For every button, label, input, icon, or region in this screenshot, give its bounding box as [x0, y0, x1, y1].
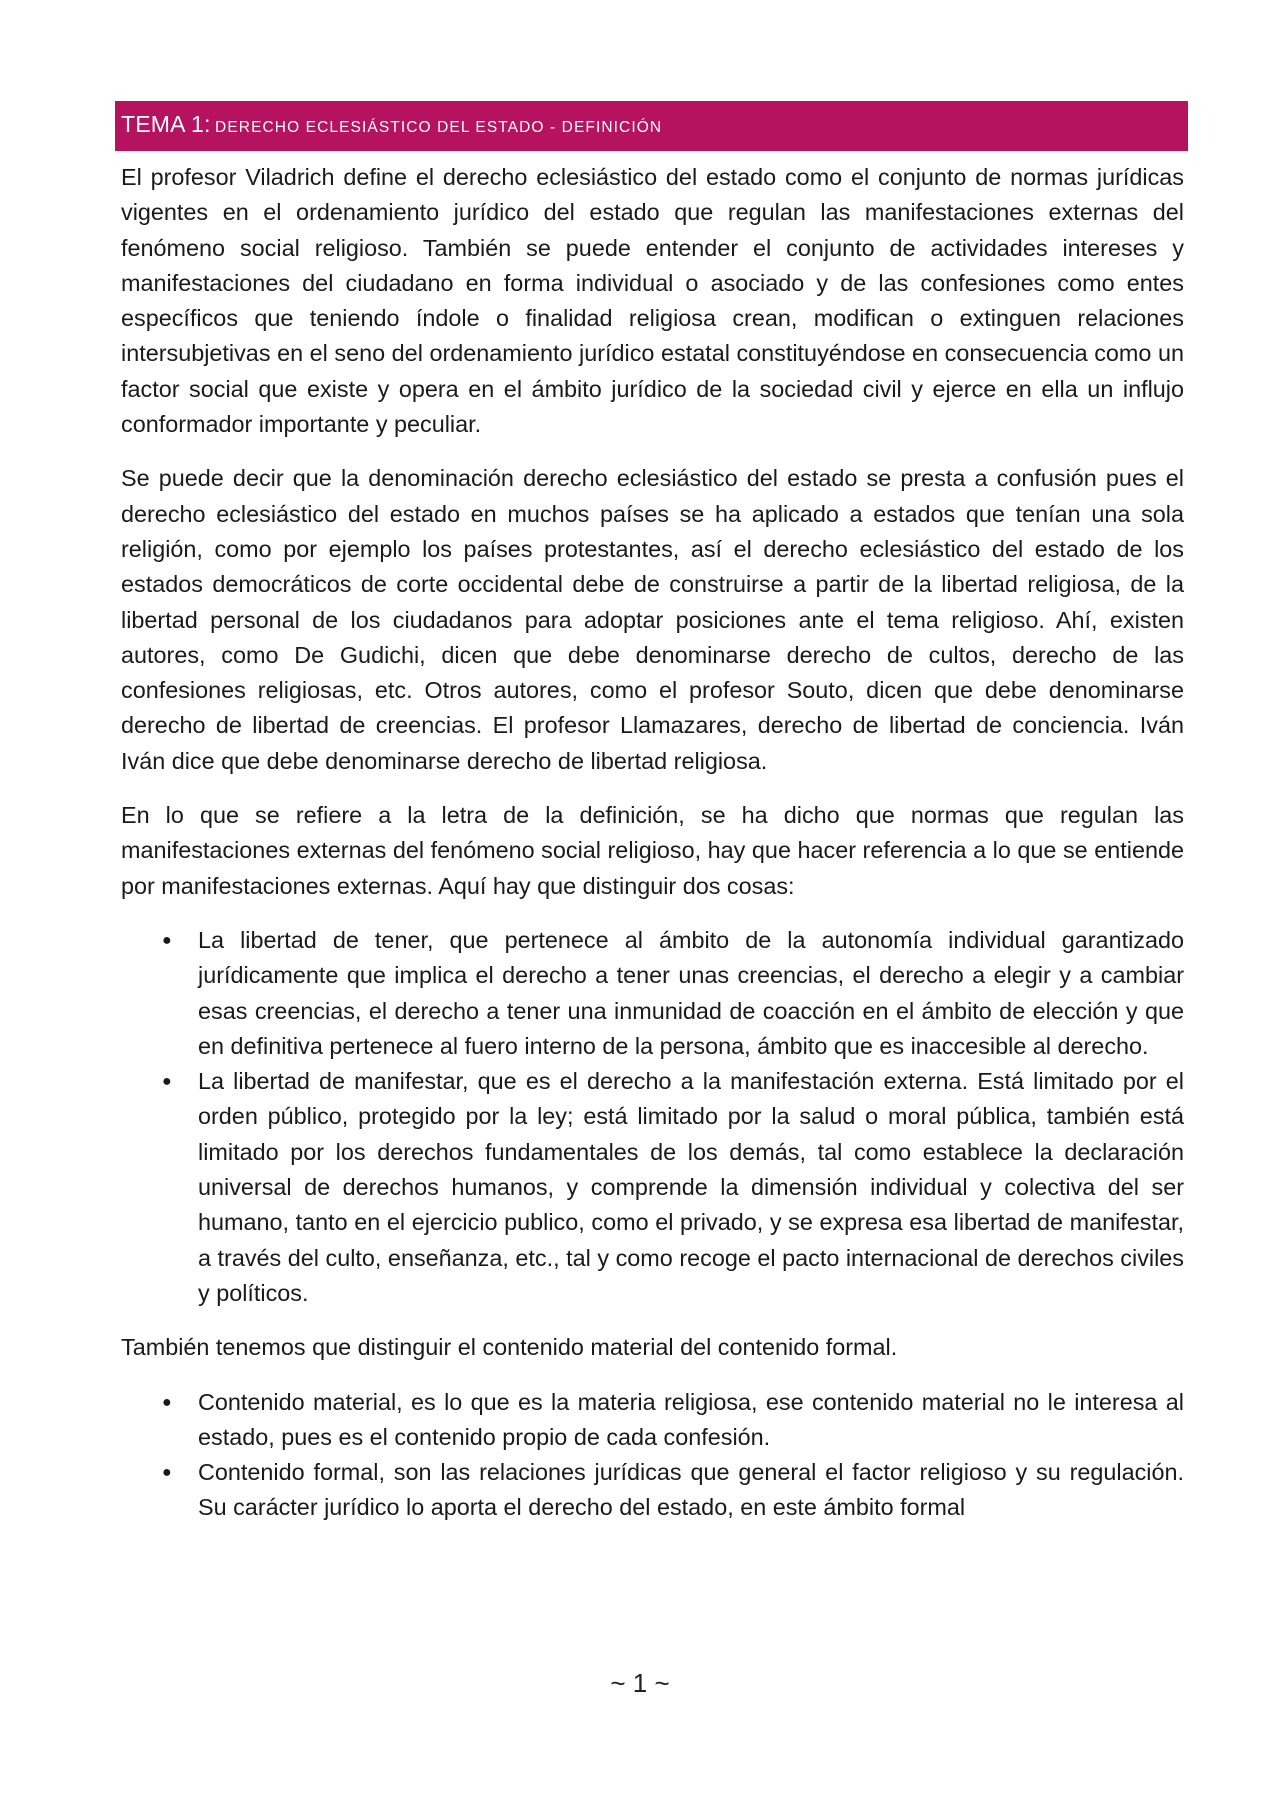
paragraph-denomination: Se puede decir que la denominación derecho eclesiástico del estado se presta a confusión pues el derecho eclesiástico del estado en muchos países se ha aplicado a estados que tenían una sola religión, como por ejemplo los países protestantes, así el derecho eclesiástico del estado de los estados democráticos de corte occidental debe de construirse a partir de la libertad religiosa, de la libertad personal de los ciudadanos para adoptar posiciones ante el tema religioso. Ahí, existen autores, como De Gudichi, dicen que debe denominarse derecho de cultos, derecho de las confesiones religiosas, etc. Otros autores, como el profesor Souto, dicen que debe denominarse derecho de libertad de creencias. El profesor Llamazares, derecho de libertad de conciencia. Iván Iván dice que debe denominarse derecho de libertad religiosa.: [121, 465, 1184, 774]
list-item-text: La libertad de tener, que pertenece al ámbito de la autonomía individual garantizado jurídicamente que implica el derecho a tener unas creencias, el derecho a elegir y a cambiar esas creencias, el derecho a tener una inmunidad de coacción en el ámbito de elección y que en definitiva pertenece al fuero interno de la persona, ámbito que es inaccesible al derecho.: [198, 926, 1184, 1059]
bullet-list-content: [121, 1385, 1184, 1526]
bullet-icon: ●: [162, 1073, 172, 1091]
bullet-icon: ●: [162, 1464, 172, 1482]
list-item: [121, 1385, 1184, 1456]
section-heading: [115, 101, 1188, 151]
paragraph-content-distinction: También tenemos que distinguir el contenido material del contenido formal.: [121, 1334, 898, 1361]
paragraph-external-manifestations: En lo que se refiere a la letra de la definición, se ha dicho que normas que regulan las manifestaciones externas del fenómeno social religioso, hay que hacer referencia a lo que se entiende por manifestaciones externas. Aquí hay que distinguir dos cosas:: [121, 802, 1184, 899]
paragraph-definition: El profesor Viladrich define el derecho eclesiástico del estado como el conjunto de normas jurídicas vigentes en el ordenamiento jurídico del estado que regulan las manifestaciones externas del fenómeno social religioso. También se puede entender el conjunto de actividades intereses y manifestaciones del ciudadano en forma individual o asociado y de las confesiones como entes específicos que teniendo índole o finalidad religiosa crean, modifican o extinguen relaciones intersubjetivas en el seno del ordenamiento jurídico estatal constituyéndose en consecuencia como un factor social que existe y opera en el ámbito jurídico de la sociedad civil y ejerce en ella un influjo conformador importante y peculiar.: [121, 164, 1184, 438]
list-item-text: La libertad de manifestar, que es el derecho a la manifestación externa. Está limitado por el orden público, protegido por la ley; está limitado por la salud o moral pública, también está limitado por los derechos fundamentales de los demás, tal como establece la declaración universal de derechos humanos, y comprende la dimensión individual y colectiva del ser humano, tanto en el ejercicio publico, como el privado, y se expresa esa libertad de manifestar, a través del culto, enseñanza, etc., tal y como recoge el pacto internacional de derechos civiles y políticos.: [198, 1068, 1184, 1306]
list-item: [121, 923, 1184, 1064]
list-item-text: Contenido material, es lo que es la materia religiosa, ese contenido material no le interesa al estado, pues es el contenido propio de cada confesión.: [198, 1388, 1184, 1450]
heading-title: DERECHO ECLESIÁSTICO DEL ESTADO - DEFINICIÓN: [215, 119, 663, 136]
bullet-list-freedoms: [121, 923, 1184, 1311]
list-item-text: Contenido formal, son las relaciones jurídicas que general el factor religioso y su regulación. Su carácter jurídico lo aporta el derecho del estado, en este ámbito formal: [198, 1459, 1184, 1521]
page-number: ~ 1 ~: [610, 1668, 670, 1698]
bullet-icon: ●: [162, 1393, 172, 1411]
bullet-icon: ●: [162, 931, 172, 949]
list-item: [121, 1064, 1184, 1311]
heading-prefix: TEMA 1:: [121, 111, 211, 137]
list-item: [121, 1455, 1184, 1526]
document-body: [121, 160, 1184, 1545]
